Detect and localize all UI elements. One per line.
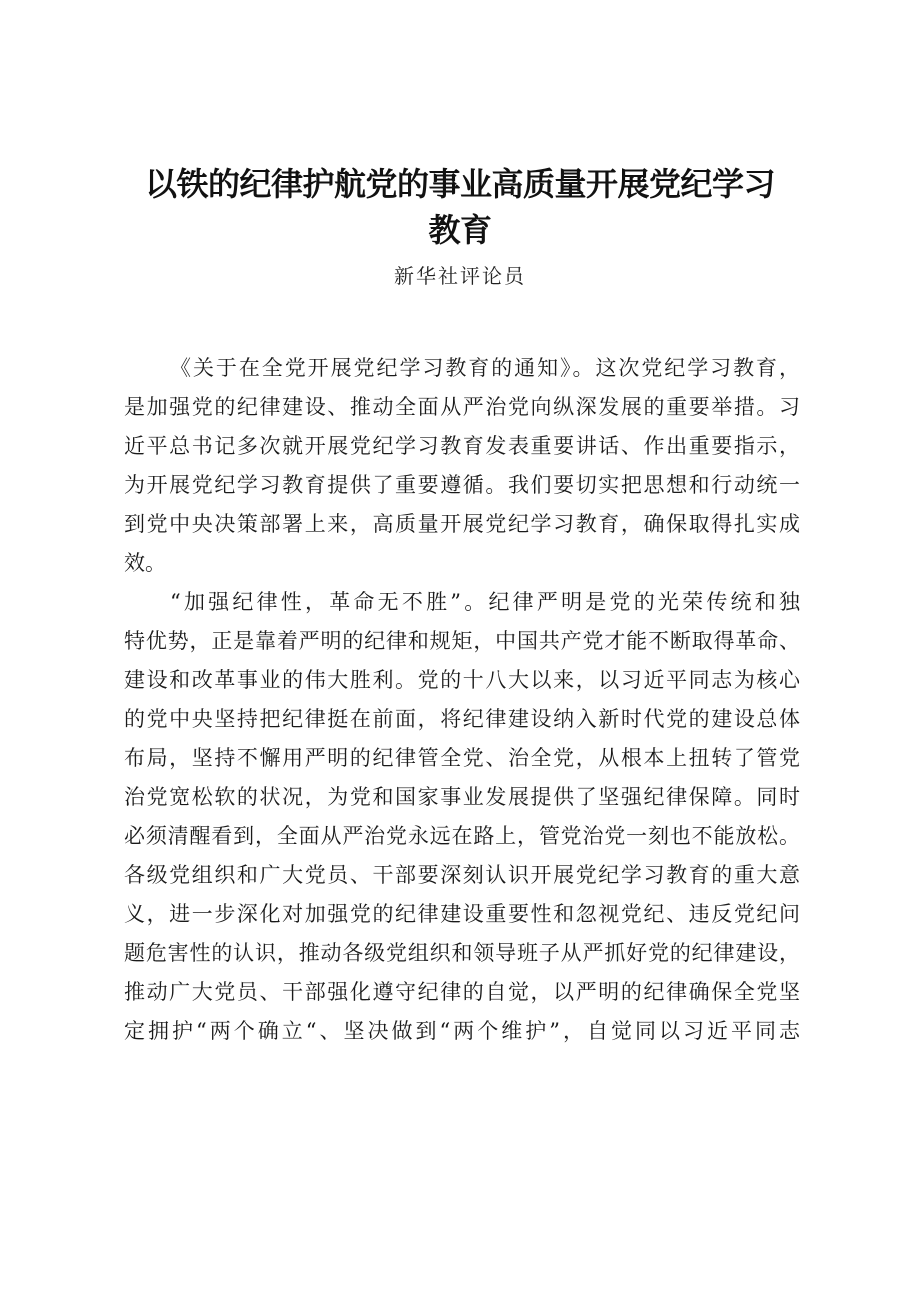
text-line: 各级党组织和广大党员、干部要深刻认识开展党纪学习教育的重大意	[124, 863, 800, 887]
text-line: 题危害性的认识，推动各级党组织和领导班子从严抓好党的纪律建设，	[124, 941, 800, 965]
text-line: 治党宽松软的状况，为党和国家事业发展提供了坚强纪律保障。同时	[124, 785, 800, 809]
text-line: 近平总书记多次就开展党纪学习教育发表重要讲话、作出重要指示，	[124, 434, 800, 458]
text-line: 《关于在全党开展党纪学习教育的通知》。这次党纪学习教育，	[170, 356, 800, 380]
document-title-line-1: 以铁的纪律护航党的事业高质量开展党纪学习	[144, 165, 775, 203]
text-line: 效。	[124, 551, 166, 575]
text-line: 布局，坚持不懈用严明的纪律管全党、治全党，从根本上扭转了管党	[124, 746, 800, 770]
text-line: 义，进一步深化对加强党的纪律建设重要性和忽视党纪、违反党纪问	[124, 902, 800, 926]
paragraph-2	[124, 583, 800, 1051]
document-title-line-2: 教育	[428, 211, 492, 249]
text-line: 为开展党纪学习教育提供了重要遵循。我们要切实把思想和行动统一	[124, 473, 800, 497]
text-line: 的党中央坚持把纪律挺在前面，将纪律建设纳入新时代党的建设总体	[124, 707, 800, 731]
text-line: 定拥护“两个确立“、坚决做到“两个维护”，自觉同以习近平同志	[124, 1019, 800, 1043]
text-line: “加强纪律性，革命无不胜”。纪律严明是党的光荣传统和独	[170, 590, 800, 614]
byline: 新华社评论员	[394, 264, 526, 288]
article-body	[124, 349, 800, 1051]
text-line: 到党中央决策部署上来，高质量开展党纪学习教育，确保取得扎实成	[124, 512, 800, 536]
text-line: 特优势，正是靠着严明的纪律和规矩，中国共产党才能不断取得革命、	[124, 629, 800, 653]
text-line: 是加强党的纪律建设、推动全面从严治党向纵深发展的重要举措。习	[124, 395, 800, 419]
paragraph-1	[124, 349, 800, 583]
text-line: 推动广大党员、干部强化遵守纪律的自觉，以严明的纪律确保全党坚	[124, 980, 800, 1004]
text-line: 必须清醒看到，全面从严治党永远在路上，管党治党一刻也不能放松。	[124, 824, 800, 848]
text-line: 建设和改革事业的伟大胜利。党的十八大以来，以习近平同志为核心	[124, 668, 800, 692]
